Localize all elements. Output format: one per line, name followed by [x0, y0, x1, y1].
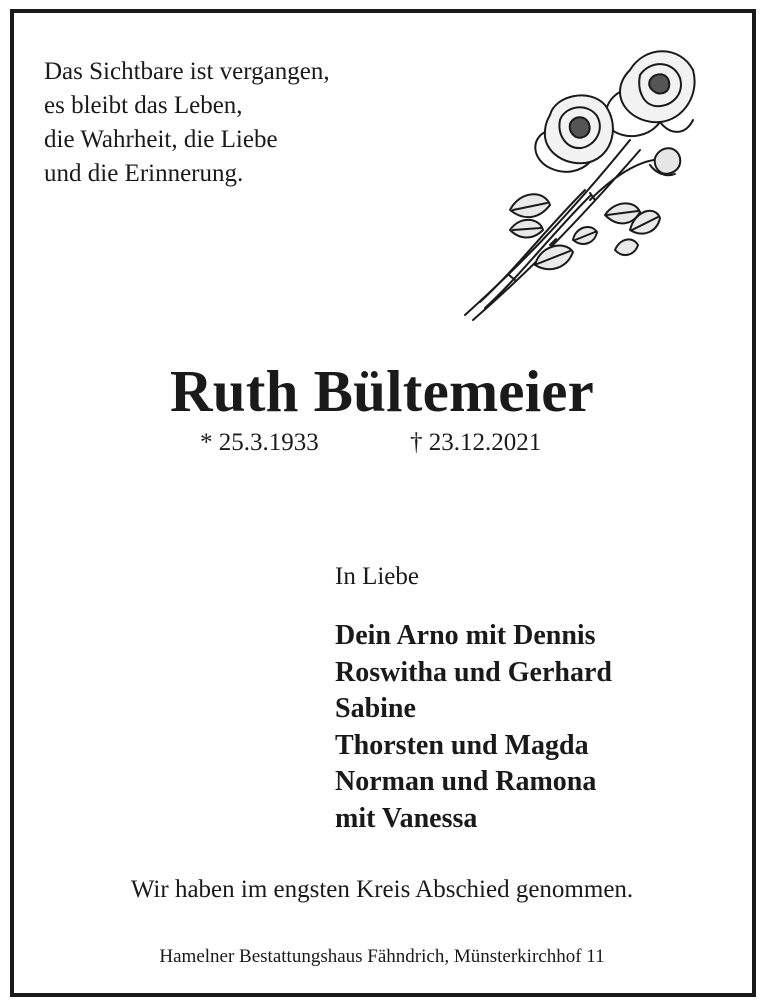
roses-icon	[455, 40, 705, 330]
death-date: † 23.12.2021	[410, 429, 542, 456]
mourner-line: Sabine	[335, 693, 416, 724]
mourners-list	[335, 618, 612, 837]
mourner-line: Dein Arno mit Dennis	[335, 620, 596, 651]
poem-line: die Wahrheit, die Liebe	[44, 126, 278, 153]
mourner-line: Thorsten und Magda	[335, 729, 589, 761]
funeral-home-footer: Hamelner Bestattungshaus Fähndrich, Münsterkirchhof 11	[159, 946, 605, 967]
birth-date: * 25.3.1933	[200, 429, 319, 456]
mourners-intro: In Liebe	[335, 563, 419, 590]
mourner-line: mit Vanessa	[335, 802, 478, 834]
farewell-note: Wir haben im engsten Kreis Abschied genommen.	[130, 876, 634, 903]
poem	[44, 55, 330, 191]
poem-line: Das Sichtbare ist vergangen,	[44, 58, 330, 85]
mourner-line: Roswitha und Gerhard	[335, 656, 612, 688]
poem-line: es bleibt das Leben,	[44, 92, 243, 119]
deceased-name: Ruth Bültemeier	[169, 358, 595, 424]
mourner-line: Norman und Ramona	[335, 766, 597, 797]
poem-line: und die Erinnerung.	[44, 160, 244, 187]
